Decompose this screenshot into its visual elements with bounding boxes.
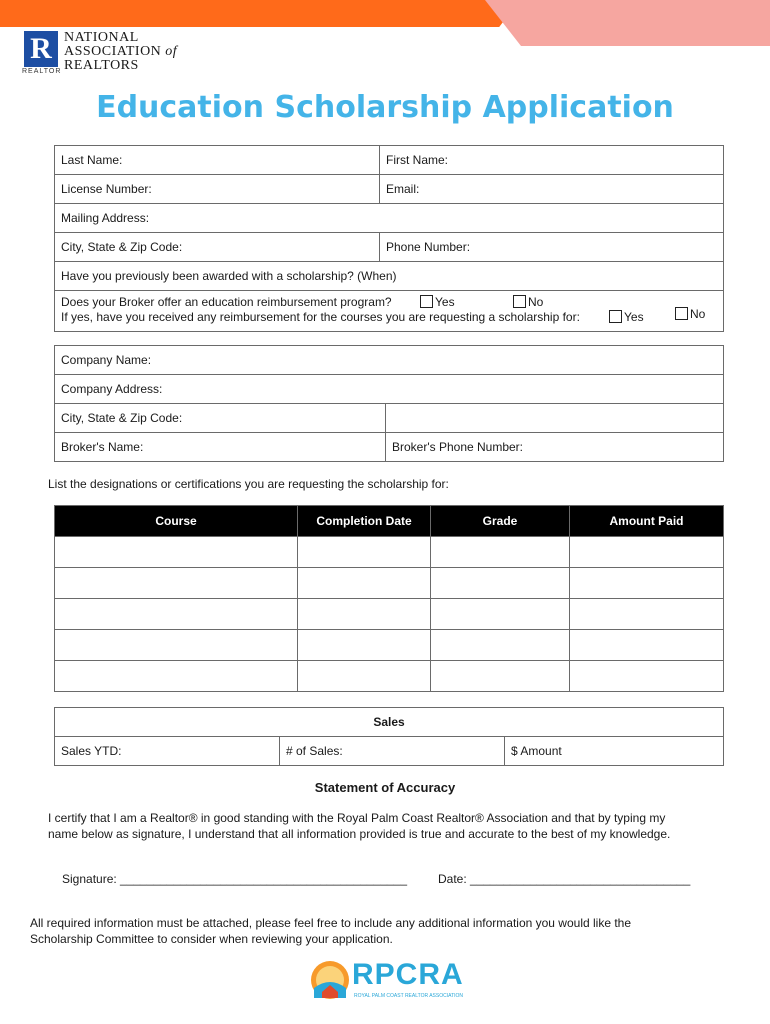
nar-logo-text: NATIONAL ASSOCIATION of REALTORS <box>64 30 178 73</box>
grade-cell[interactable] <box>431 630 570 661</box>
grade-cell[interactable] <box>431 537 570 568</box>
table-row <box>55 661 724 692</box>
footer-line-2: Scholarship Committee to consider when reviewing your application. <box>30 932 393 946</box>
grade-cell[interactable] <box>431 661 570 692</box>
amount-paid-cell[interactable] <box>570 661 724 692</box>
broker-question-1: Does your Broker offer an education reimbursement program? <box>61 295 392 309</box>
mailing-address-field[interactable]: Mailing Address: <box>55 204 724 233</box>
sales-amount-field[interactable]: $ Amount <box>505 737 724 766</box>
phone-number-field[interactable]: Phone Number: <box>380 233 724 262</box>
statement-line-2: name below as signature, I understand that all information provided is true and accurate to the best of my knowledge. <box>48 827 671 841</box>
table-row <box>55 599 724 630</box>
grade-cell[interactable] <box>431 568 570 599</box>
amount-paid-cell[interactable] <box>570 568 724 599</box>
broker-reimbursement-cell <box>55 291 724 332</box>
reimbursed-yes-label: Yes <box>624 310 644 324</box>
designations-label: List the designations or certifications you are requesting the scholarship for: <box>48 477 449 491</box>
sales-count-field[interactable]: # of Sales: <box>280 737 505 766</box>
sales-table <box>54 707 724 766</box>
course-table <box>54 505 724 692</box>
broker-no-checkbox[interactable] <box>513 295 526 308</box>
statement-line-1: I certify that I am a Realtor® in good standing with the Royal Palm Coast Realtor® Association and that by typing my <box>48 811 666 825</box>
last-name-field[interactable]: Last Name: <box>55 146 380 175</box>
company-name-field[interactable]: Company Name: <box>55 346 724 375</box>
sales-ytd-field[interactable]: Sales YTD: <box>55 737 280 766</box>
reimbursed-no-label: No <box>690 307 706 321</box>
course-cell[interactable] <box>55 568 298 599</box>
course-cell[interactable] <box>55 599 298 630</box>
grade-header: Grade <box>431 506 570 537</box>
rpcra-tagline: ROYAL PALM COAST REALTOR ASSOCIATION <box>354 993 464 999</box>
amount-paid-header: Amount Paid <box>570 506 724 537</box>
broker-no-label: No <box>528 295 544 309</box>
first-name-field[interactable]: First Name: <box>380 146 724 175</box>
company-address-field[interactable]: Company Address: <box>55 375 724 404</box>
reimbursed-yes-checkbox[interactable] <box>609 310 622 323</box>
amount-paid-cell[interactable] <box>570 630 724 661</box>
email-field[interactable]: Email: <box>380 175 724 204</box>
sales-title: Sales <box>55 708 724 737</box>
grade-cell[interactable] <box>431 599 570 630</box>
course-cell[interactable] <box>55 537 298 568</box>
course-cell[interactable] <box>55 630 298 661</box>
completion-date-cell[interactable] <box>298 661 431 692</box>
broker-question-2: If yes, have you received any reimbursement for the courses you are requesting a scholarship for: <box>61 310 580 324</box>
course-header: Course <box>55 506 298 537</box>
statement-title: Statement of Accuracy <box>314 780 456 795</box>
completion-date-cell[interactable] <box>298 599 431 630</box>
nar-logo-letter: R <box>30 32 52 65</box>
broker-phone-field[interactable]: Broker's Phone Number: <box>386 433 724 462</box>
table-row <box>55 630 724 661</box>
company-table <box>54 345 724 462</box>
nar-logo-sub: REALTOR <box>22 68 62 75</box>
broker-name-field[interactable]: Broker's Name: <box>55 433 386 462</box>
footer-line-1: All required information must be attached, please feel free to include any additional information you would like the <box>30 916 632 930</box>
company-blank-field[interactable] <box>386 404 724 433</box>
rpcra-name: RPCRA <box>352 958 464 991</box>
completion-date-cell[interactable] <box>298 630 431 661</box>
city-state-zip-field[interactable]: City, State & Zip Code: <box>55 233 380 262</box>
broker-yes-checkbox[interactable] <box>420 295 433 308</box>
top-pink-bar <box>470 0 770 46</box>
amount-paid-cell[interactable] <box>570 599 724 630</box>
rpcra-logo <box>308 958 476 1004</box>
completion-date-cell[interactable] <box>298 568 431 599</box>
signature-field[interactable]: Signature: ___________________________________________ <box>62 872 408 886</box>
table-row <box>55 568 724 599</box>
company-city-field[interactable]: City, State & Zip Code: <box>55 404 386 433</box>
completion-date-header: Completion Date <box>298 506 431 537</box>
previous-scholarship-field[interactable]: Have you previously been awarded with a scholarship? (When) <box>55 262 724 291</box>
course-cell[interactable] <box>55 661 298 692</box>
date-field[interactable]: Date: _________________________________ <box>438 872 691 886</box>
table-row <box>55 537 724 568</box>
license-number-field[interactable]: License Number: <box>55 175 380 204</box>
top-orange-bar <box>0 0 520 27</box>
amount-paid-cell[interactable] <box>570 537 724 568</box>
broker-yes-label: Yes <box>435 295 455 309</box>
reimbursed-no-checkbox[interactable] <box>675 307 688 320</box>
applicant-table <box>54 145 724 332</box>
page-title: Education Scholarship Application <box>96 90 674 125</box>
completion-date-cell[interactable] <box>298 537 431 568</box>
